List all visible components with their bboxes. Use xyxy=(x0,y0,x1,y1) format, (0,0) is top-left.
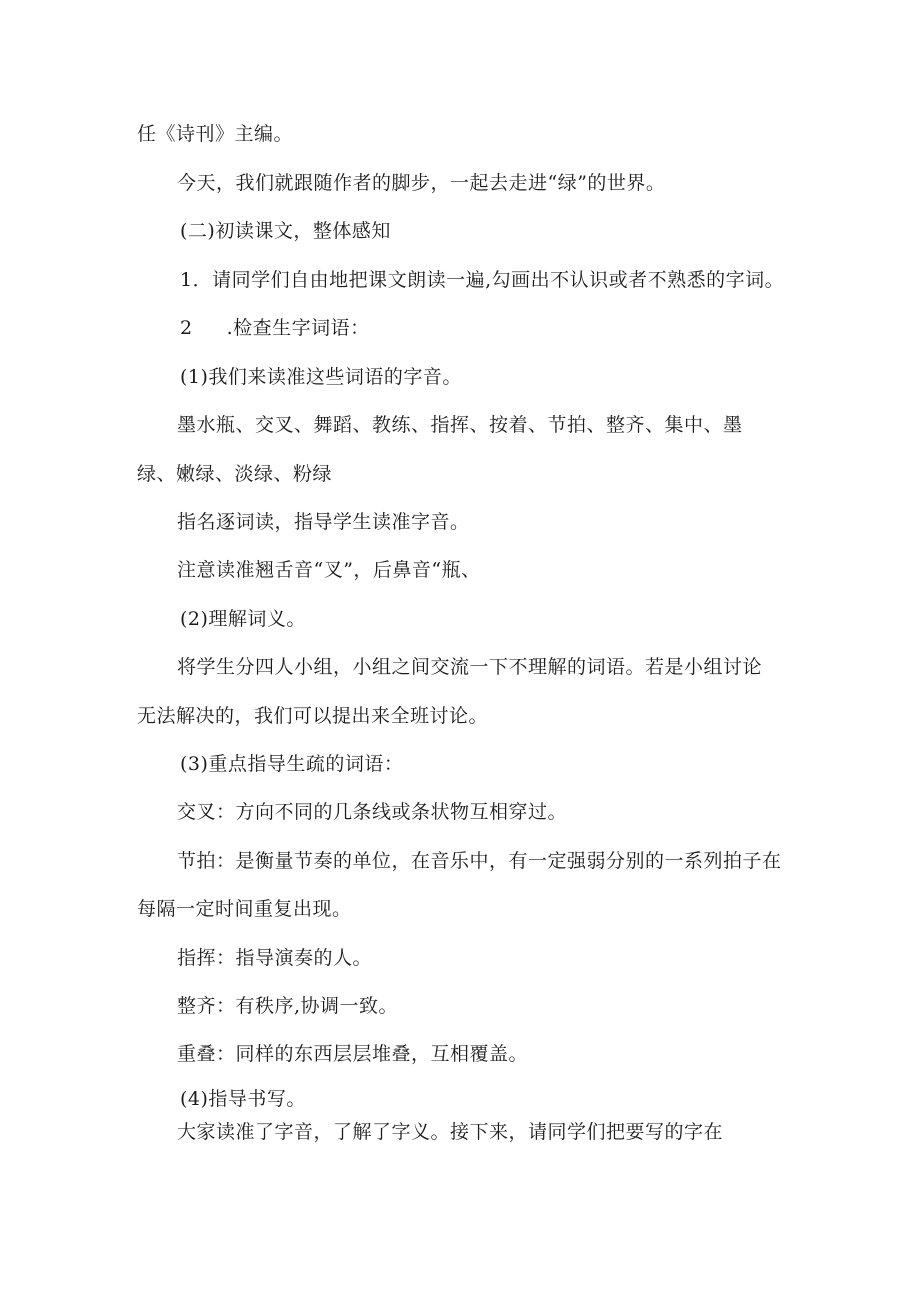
paragraph-line: 绿、嫩绿、淡绿、粉绿 xyxy=(137,463,333,485)
paragraph-line: 无法解决的，我们可以提出来全班讨论。 xyxy=(137,705,489,727)
paragraph-line: 指名逐词读，指导学生读准字音。 xyxy=(177,511,470,533)
paragraph-line: 注意读准翘舌音“叉”，后鼻音“瓶、 xyxy=(177,559,481,581)
subsection-heading: (1)我们来读准这些词语的字音。 xyxy=(180,366,462,388)
paragraph-line: 墨水瓶、交叉、舞蹈、教练、指挥、按着、节拍、整齐、集中、墨 xyxy=(177,414,743,436)
definition-line: 每隔一定时间重复出现。 xyxy=(137,898,352,920)
definition-line: 整齐：有秩序,协调一致。 xyxy=(177,995,399,1017)
paragraph-line: 1．请同学们自由地把课文朗读一遍,勾画出不认识或者不熟悉的字词。 xyxy=(180,269,785,291)
paragraph-line: 大家读准了字音，了解了字义。接下来，请同学们把要写的字在 xyxy=(177,1121,724,1143)
list-number: 2 xyxy=(180,317,193,339)
definition-line: 交叉：方向不同的几条线或条状物互相穿过。 xyxy=(177,801,568,823)
paragraph-line: 任《诗刊》主编。 xyxy=(137,123,294,145)
paragraph-line: 今天，我们就跟随作者的脚步，一起去走进“绿”的世界。 xyxy=(177,172,666,194)
section-heading: (二)初读课文，整体感知 xyxy=(180,220,391,242)
paragraph-line: 将学生分四人小组，小组之间交流一下不理解的词语。若是小组讨论 xyxy=(177,656,763,678)
definition-line: 指挥：指导演奏的人。 xyxy=(177,947,373,969)
list-item-text: .检查生字词语： xyxy=(226,317,370,339)
definition-line: 重叠：同样的东西层层堆叠，互相覆盖。 xyxy=(177,1043,529,1065)
subsection-heading: (2)理解词义。 xyxy=(180,608,306,630)
subsection-heading: (3)重点指导生疏的词语： xyxy=(180,753,404,775)
definition-line: 节拍：是衡量节奏的单位，在音乐中，有一定强弱分别的一系列拍子在 xyxy=(177,850,782,872)
subsection-heading: (4)指导书写。 xyxy=(180,1088,306,1110)
list-item xyxy=(180,316,370,340)
